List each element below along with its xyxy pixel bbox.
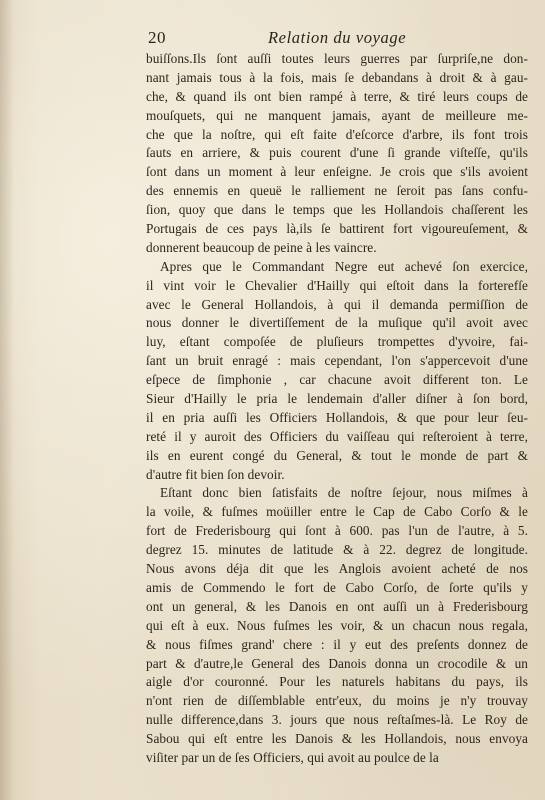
text-line: che que la noſtre, qui eſt faite d'eſcorce d'arbre, ils font trois <box>146 126 528 142</box>
text-line: degrez 15. minutes de latitude & à 22. degrez de longitude. <box>146 542 528 558</box>
text-line: Eſtant donc bien ſatisfaits de noſtre ſejour, nous miſmes à <box>160 485 528 501</box>
text-line: buiſſons.Ils ſont auſſi toutes leurs guerres par ſurpriſe,ne don- <box>146 51 528 66</box>
text-line: Sieur d'Hailly le pria le lendemain d'aller diſner à ſon bord, <box>146 391 528 407</box>
text-line: viſiter par un de ſes Officiers, qui avoit au poulce de la <box>146 749 439 765</box>
text-line: ont un general, & les Danois en ont auſſi un à Frederisbourg <box>146 598 528 614</box>
text-line: fort de Frederisbourg qui ſont à 600. pas l'un de l'autre, à 5. <box>146 523 528 539</box>
spine-shadow <box>0 0 14 800</box>
text-line: il vint voir le Chevalier d'Hailly qui eſtoit dans la forterefſe <box>146 277 528 293</box>
text-line: reté il y auroit des Officiers du vaiſſeau qui reſteroient à terre, <box>146 428 528 444</box>
text-line: Nous avons déja dit que les Anglois avoient acheté de nos <box>146 561 528 577</box>
text-line: il en pria auſſi les Officiers Hollandois, & que pour leur ſeu- <box>146 409 528 425</box>
page-number: 20 <box>148 28 166 47</box>
text-line: nant jamais tous à la fois, mais ſe debandans à droit & à gau- <box>146 69 528 85</box>
text-line: luy, eſtant compoſée de pluſieurs trompettes d'yvoire, fai- <box>146 334 528 350</box>
text-line: d'autre fit bien ſon devoir. <box>146 466 285 482</box>
text-line: & nous fiſmes grand' chere : il y eut des preſents donnez de <box>146 636 528 652</box>
body-text <box>146 50 528 768</box>
text-line: nulle difference,dans 3. jours que nous reſtaſmes-là. Le Roy de <box>146 712 528 728</box>
text-line: ſion, quoy que dans le temps que les Hollandois chaſſerent les <box>146 202 528 218</box>
text-line: mouſquets, qui ne manquent jamais, ayant de meilleure me- <box>146 107 528 123</box>
text-line: Portugais de ces pays là,ils ſe battirent fort vigoureuſement, & <box>146 221 528 237</box>
text-line: ſont dans un moment à leur enſeigne. Je crois que s'ils avoient <box>146 164 528 180</box>
page-header <box>148 28 420 50</box>
text-line: ils en eurent congé du General, & tout le monde de part & <box>146 447 528 463</box>
text-line: avec le General Hollandois, à qui il demanda permiſſion de <box>146 296 528 312</box>
text-line: ſant un bruit enragé : mais cependant, l'on s'appercevoit d'une <box>146 353 528 369</box>
text-line: qui eſt à eux. Nous fuſmes les voir, & un chacun nous regala, <box>146 617 528 633</box>
text-line: n'ont rien de diſſemblable entr'eux, du moins je n'y trouvay <box>146 693 528 709</box>
text-line: eſpece de ſimphonie , car chacune avoit different ton. Le <box>146 372 528 388</box>
text-line: aigle d'or couronné. Pour les naturels habitans du pays, ils <box>146 674 528 690</box>
text-line: Sabou qui eſt entre les Danois & les Hollandois, nous envoya <box>146 731 528 747</box>
running-title: Relation du voyage <box>268 28 407 47</box>
paragraph <box>146 50 528 258</box>
text-line: des ennemis en queuë le ralliement ne ſeroit pas ſans confu- <box>146 183 528 199</box>
paragraph <box>146 258 528 485</box>
paragraph <box>146 484 528 767</box>
text-line: ſauts en arriere, & puis courent d'une ſi grande viſteſſe, qu'ils <box>146 145 528 161</box>
text-line: Apres que le Commandant Negre eut achevé ſon exercice, <box>160 258 528 274</box>
text-line: la voile, & fuſmes moüiller entre le Cap de Cabo Corſo & le <box>146 504 528 520</box>
text-line: amis de Commendo le fort de Cabo Corſo, de ſorte qu'ils y <box>146 579 528 595</box>
text-line: donnerent beaucoup de peine à les vaincre. <box>146 239 377 255</box>
text-line: che, & quand ils ont bien rampé à terre, & tiré leurs coups de <box>146 88 528 104</box>
text-line: nous donner le divertiſſement de la muſique qu'il avoit avec <box>146 315 528 331</box>
text-line: part & d'autre,le General des Danois donna un crocodile & un <box>146 655 528 671</box>
